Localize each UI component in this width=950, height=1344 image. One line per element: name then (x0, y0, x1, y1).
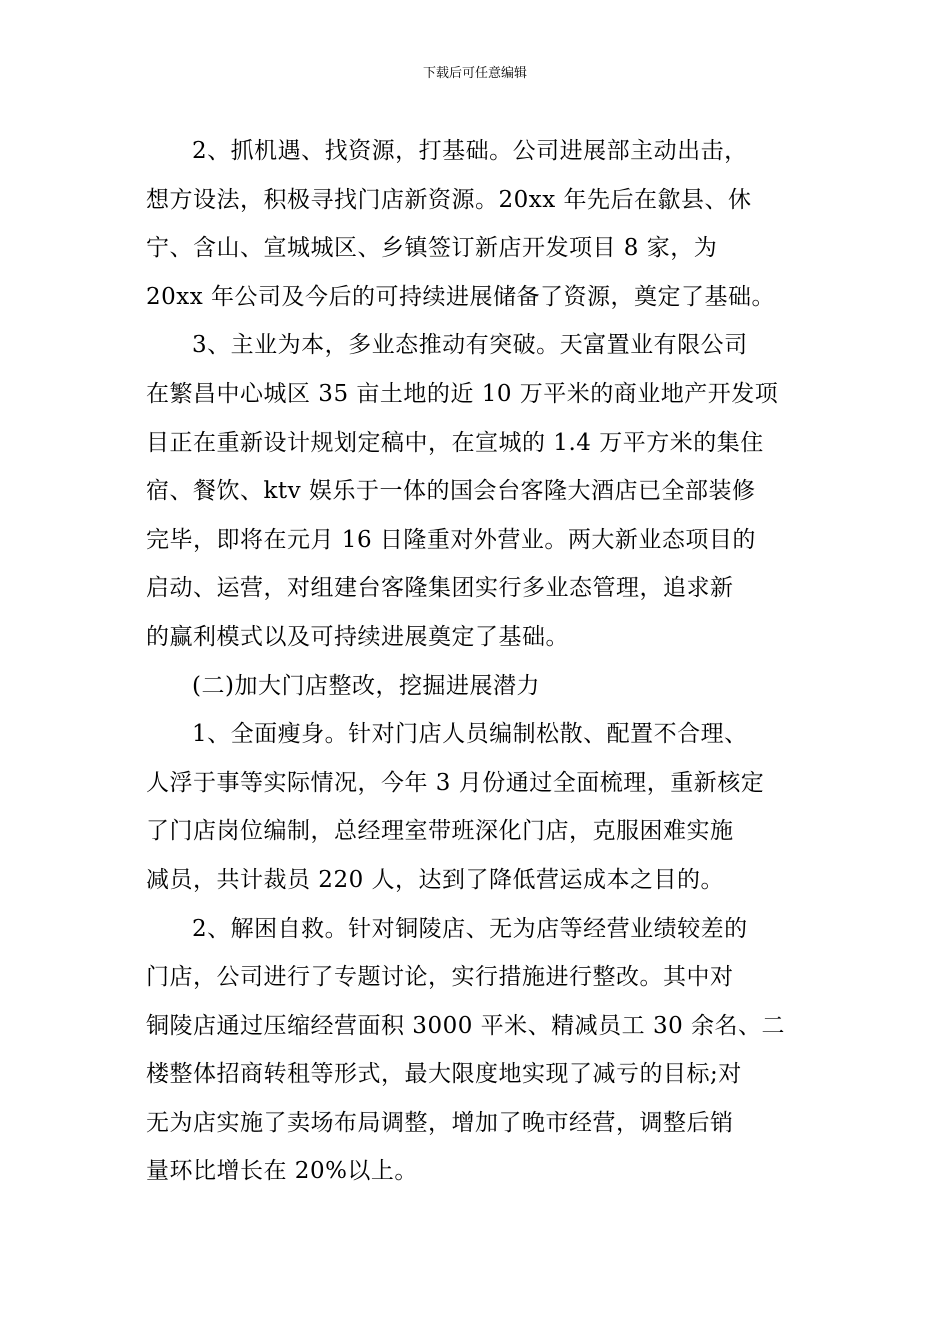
text-line: 了门店岗位编制，总经理室带班深化门店，克服困难实施 (146, 818, 734, 845)
section-heading (146, 662, 806, 711)
text-line: 启动、运营，对组建台客隆集团实行多业态管理，追求新 (146, 575, 734, 602)
text-line: 3、主业为本，多业态推动有突破。天富置业有限公司 (192, 332, 748, 359)
text-line: 20xx 年公司及今后的可持续进展储备了资源，奠定了基础。 (146, 283, 776, 310)
paragraph-opportunity (146, 127, 806, 321)
text-line: 完毕，即将在元月 16 日隆重对外营业。两大新业态项目的 (146, 526, 756, 553)
text-line: 2、解困自救。针对铜陵店、无为店等经营业绩较差的 (192, 915, 748, 942)
text-line: 宿、餐饮、ktv 娱乐于一体的国会台客隆大酒店已全部装修 (146, 478, 756, 505)
text-line: 1、全面瘦身。针对门店人员编制松散、配置不合理、 (192, 721, 748, 748)
text-line: 2、抓机遇、找资源，打基础。公司进展部主动出击， (192, 138, 748, 164)
text-line: 想方设法，积极寻找门店新资源。20xx 年先后在歙县、休 (146, 186, 752, 213)
text-line: 量环比增长在 20%以上。 (146, 1158, 418, 1185)
page-header: 下载后可任意编辑 (422, 66, 527, 81)
text-line: 人浮于事等实际情况，今年 3 月份通过全面梳理，重新核定 (146, 769, 765, 796)
text-line: 的赢利模式以及可持续进展奠定了基础。 (146, 623, 569, 650)
text-line: 目正在重新设计规划定稿中，在宣城的 1.4 万平方米的集住 (146, 429, 764, 456)
text-line: 减员，共计裁员 220 人，达到了降低营运成本之目的。 (146, 866, 725, 893)
document-body (146, 127, 806, 1196)
text-line: 楼整体招商转租等形式，最大限度地实现了减亏的目标;对 (146, 1061, 742, 1088)
text-line: 无为店实施了卖场布局调整，增加了晚市经营，调整后销 (146, 1109, 734, 1136)
paragraph-self-rescue (146, 905, 806, 1197)
text-line: 铜陵店通过压缩经营面积 3000 平米、精减员工 30 余名、二 (146, 1012, 786, 1039)
paragraph-main-business (146, 321, 806, 661)
text-line: (二)加大门店整改，挖掘进展潜力 (192, 672, 540, 699)
text-line: 门店，公司进行了专题讨论，实行措施进行整改。其中对 (146, 964, 734, 991)
text-line: 在繁昌中心城区 35 亩土地的近 10 万平米的商业地产开发项 (146, 380, 779, 407)
paragraph-slimming (146, 710, 806, 904)
text-line: 宁、含山、宣城城区、乡镇签订新店开发项目 8 家，为 (146, 235, 718, 262)
